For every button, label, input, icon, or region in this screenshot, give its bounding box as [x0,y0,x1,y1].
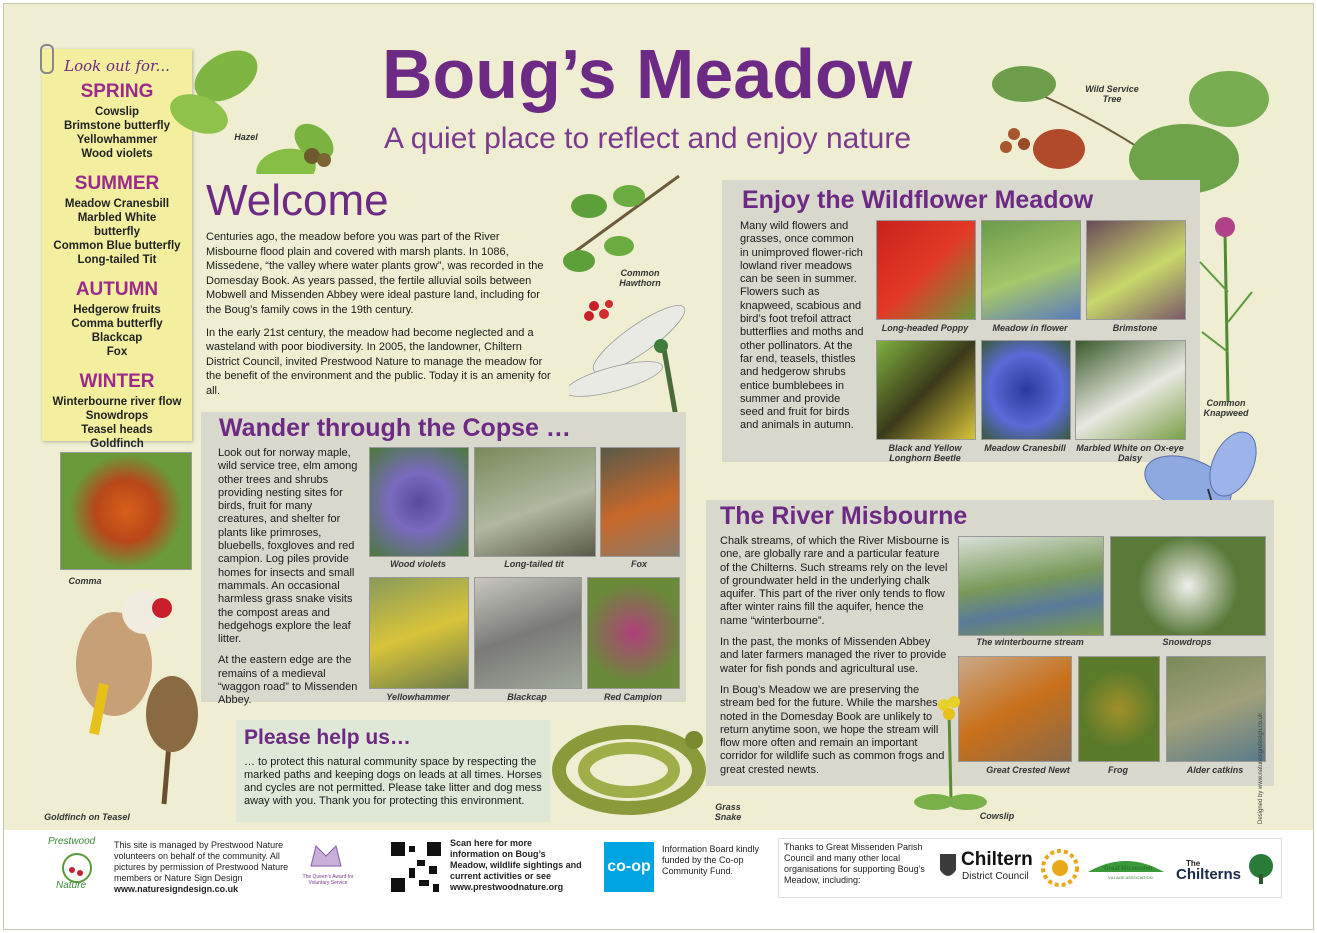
tree-icon [1244,852,1278,886]
cranesbill-photo [981,340,1071,440]
scan-url[interactable]: www.prestwoodnature.org [450,882,564,892]
rotary-wheel-icon [1040,848,1080,888]
poppy-photo [876,220,976,320]
prestwood-logo-text-bottom: Nature [56,880,87,891]
lookout-item: Fox [106,346,128,358]
copse-heading: Wander through the Copse … [219,414,571,442]
chiltern-crest-icon [938,852,958,882]
copse-body [218,447,360,716]
chiltern-sub: District Council [962,871,1029,882]
queens-award-crown-icon [306,836,346,876]
lookout-item: Meadow Cranesbill [64,198,170,210]
season-autumn: AUTUMN [75,279,159,300]
season-summer: SUMMER [74,173,160,194]
scan-text [450,838,584,893]
caption: Fox [630,559,647,569]
wildflower-body [740,220,864,441]
copse-paragraph: At the eastern edge are the remains of a medieval “waggon road” to Missenden Abbey. [218,654,358,707]
gm-logo-sub: VILLAGE ASSOCIATION [1108,875,1153,880]
page-subtitle: A quiet place to reflect and enjoy nature [384,122,912,155]
snowdrops-photo [1110,536,1266,636]
designer-credit: Designed by www.naturesigndesign.co.uk [1258,712,1264,824]
wood-violets-photo [369,447,469,557]
caption: Blackcap [507,692,547,702]
caption: Yellowhammer [386,692,450,702]
long-tailed-tit-photo [474,447,596,557]
lookout-item: Winterbourne river flow [52,396,182,408]
prestwood-nature-logo [44,840,110,900]
river-paragraph: In the past, the monks of Missenden Abbey and later farmers managed the river to provide water for fish ponds and agricultural use. [720,636,947,675]
welcome-body [206,230,551,407]
brimstone-photo [1086,220,1186,320]
help-body [244,756,544,816]
blackcap-photo [474,577,582,689]
marbled-white-photo [1075,340,1186,440]
caption: Brimstone [1112,323,1158,333]
coop-logo: co-op [604,842,654,892]
managed-text [114,840,294,895]
chilterns-logo-the: The [1186,859,1201,868]
grass-snake-illustration [544,710,724,820]
caption: Snowdrops [1162,637,1212,647]
lookout-item: Hedgerow fruits [73,304,161,316]
lookout-item: Brimstone butterfly [63,120,171,132]
caption: Meadow in flower [992,323,1068,333]
river-paragraph: In Boug’s Meadow we are preserving the stream bed for the future. While the marshes noted in the Domesday Book are unlikely to return anytime soon, we hope the stream will flow more often and remain an important corridor for wildlife such as common frogs and great crested newts. [720,683,945,776]
paperclip-icon [40,44,54,74]
river-paragraph: Chalk streams, of which the River Misbourne is one, are globally rare and a particular feature of the Chilterns. Such streams rely on the level of groundwater held in the underlying chalk aquifer. This part of the river only tends to flow after winter rains fill the aquifer, hence the name “winterbourne”. [720,535,950,627]
lookout-heading: Look out for... [64,57,170,75]
goldfinch-label: Goldfinch on Teasel [44,812,130,822]
winterbourne-stream-photo [958,536,1104,636]
chilterns-logo-name: Chilterns [1176,866,1242,883]
yellowhammer-photo [369,577,469,689]
caption: Black and Yellow Longhorn Beetle [888,443,962,463]
red-campion-photo [587,577,680,689]
knapweed-illustration [1190,212,1260,402]
lookout-item: Blackcap [91,332,143,344]
comma-label: Comma [68,576,102,586]
fox-photo [600,447,680,557]
lookout-item: Yellowhammer [76,134,158,146]
lookout-item: Common Blue butterfly [53,240,181,252]
managed-url: www.naturesigndesign.co.uk [114,884,239,894]
season-spring: SPRING [80,81,154,102]
lookout-item: Teasel heads [81,424,153,436]
lookout-item: Comma butterfly [71,318,163,330]
lookout-item: Wood violets [81,148,153,160]
gm-logo-name: Great Missenden [1104,866,1153,872]
thanks-text: Thanks to Great Missenden Parish Council and many other local organisations for supporting Boug’s Meadow, including: [784,842,925,885]
welcome-heading: Welcome [206,176,389,225]
caption: Wood violets [390,559,446,569]
lookout-item: Marbled White butterfly [77,212,157,238]
queens-award-text: The Queen’s Award for Voluntary Service [302,874,354,886]
cowslip-illustration [909,690,989,820]
caption: Long-tailed tit [504,559,564,569]
alder-catkins-photo [1166,656,1266,762]
caption: Marbled White on Ox-eye Daisy [1076,443,1184,463]
caption: Long-headed Poppy [881,323,969,333]
help-paragraph: … to protect this natural community space by respecting the marked paths and keeping dogs on leads at all times. Horses and cycles are not permitted. Please take litter and dog mess away with you. Thank you for protecting this environment. [244,756,542,807]
hazel-leaves-illustration [164,34,364,174]
copse-paragraph: Look out for norway maple, wild service tree, elm among other trees and shrubs providing nesting sites for birds, fruit for many creatures, and shelter for plants like primroses, bluebells, foxgloves and red campion. Log piles provide homes for insects and small mammals. An occasional harmless grass snake visits the compost areas and hedgehogs explore the leaf litter. [218,447,358,646]
meadow-photo [981,220,1081,320]
scan-body: Scan here for more information on Boug’s Meadow, wildlife sightings and current activities or see [450,838,582,881]
longhorn-beetle-photo [876,340,976,440]
comma-photo [60,452,192,570]
help-heading: Please help us… [244,726,411,749]
hazel-label: Hazel [234,132,258,142]
sign-board [3,3,1314,930]
wildflower-paragraph: Many wild flowers and grasses, once common in unimproved flower-rich lowland river meadows can be seen in summer. Flowers such as knapweed, scabious and bird’s foot trefoil attract butterflies and moths and other pollinators. At the far end, teasels, thistles and hedgerow shrubs entice bumblebees in summer and provide seed and fruit for birds and animals in autumn. [740,220,864,432]
footer [4,830,1313,929]
lookout-item: Cowslip [94,106,140,118]
managed-body: This site is managed by Prestwood Nature volunteers on behalf of the community. All pictures by permission of Prestwood Nature members or Nature Sign Design [114,840,289,883]
lookout-item: Snowdrops [85,410,149,422]
goldfinch-teasel-illustration [44,564,224,814]
snake-label: Grass Snake [714,802,742,822]
caption: Red Campion [603,692,662,702]
page-title: Boug’s Meadow [382,35,913,113]
funded-text: Information Board kindly funded by the Co-op Community Fund. [662,844,760,876]
chiltern-name: Chiltern [961,849,1033,870]
wild-service-label: Wild Service Tree [1085,84,1139,104]
cowslip-label: Cowslip [979,811,1015,821]
lookout-item: Goldfinch [90,438,144,450]
knapweed-label: Common Knapweed [1203,398,1249,418]
caption: Meadow Cranesbill [984,443,1066,453]
caption: Great Crested Newt [986,765,1070,775]
season-winter: WINTER [79,371,155,392]
qr-code[interactable] [389,840,443,894]
river-heading: The River Misbourne [720,502,968,530]
welcome-paragraph: In the early 21st century, the meadow had become neglected and a wasteland with poor biodiversity. In 2005, the landowner, Chiltern District Council, invited Prestwood Nature to manage the meadow for the benefit of the environment and the public. Today it is an amenity for all. [206,326,551,397]
caption: Alder catkins [1186,765,1244,775]
welcome-paragraph: Centuries ago, the meadow before you was part of the River Misbourne flood plain and covered with marsh plants. In 1086, Missedene, “the valley where water plants grow”, was recorded in the Domesday Book. As years passed, the fertile alluvial soils between Mobwell and Missenden Abbey were ideal pasture land, including for the Boug’s family cows in the 19th century. [206,231,544,316]
prestwood-logo-text-top: Prestwood [48,836,96,847]
lookout-item: Long-tailed Tit [77,254,157,266]
caption: Frog [1108,765,1128,775]
hawthorn-label: Common Hawthorn [619,268,661,288]
wildflower-heading: Enjoy the Wildflower Meadow [742,186,1094,214]
frog-photo [1078,656,1160,762]
caption: The winterbourne stream [976,637,1084,647]
